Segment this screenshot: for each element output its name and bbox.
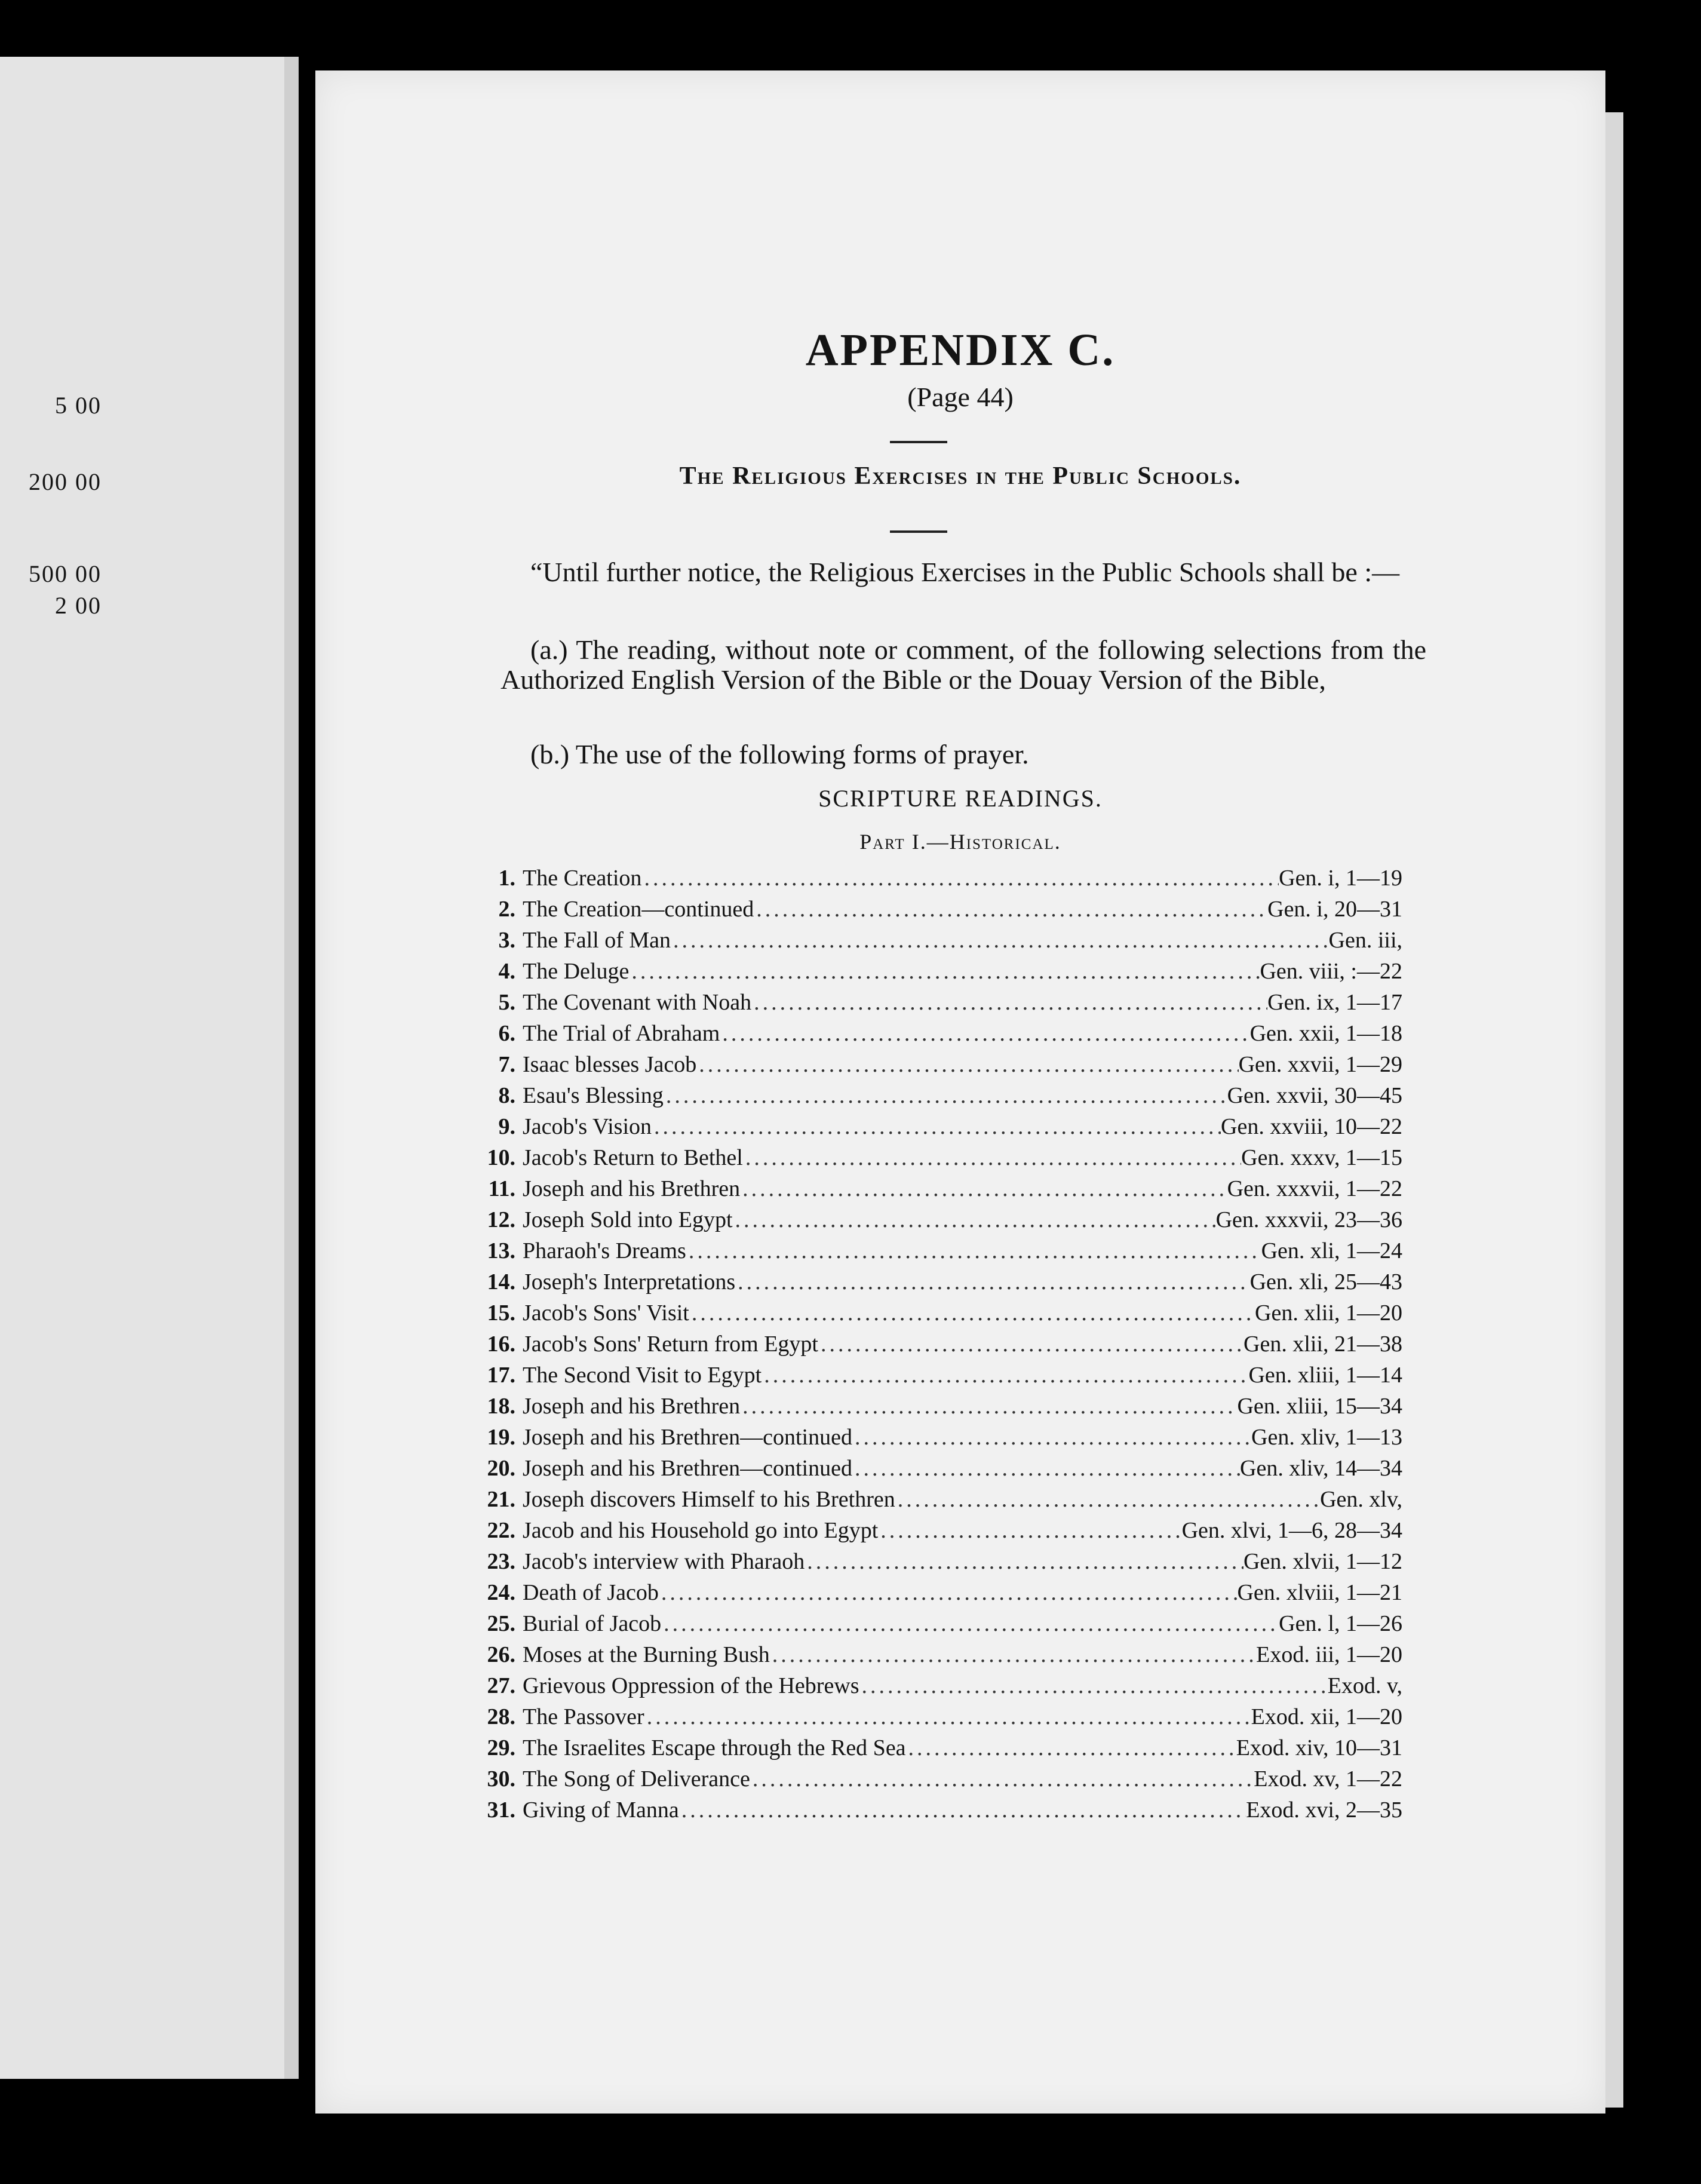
dot-leader	[754, 896, 1267, 922]
dot-leader	[770, 1642, 1256, 1668]
dot-leader	[679, 1797, 1246, 1823]
dot-leader	[751, 989, 1267, 1016]
reading-title: Jacob's Vision	[523, 1114, 652, 1139]
reading-title: The Covenant with Noah	[523, 990, 752, 1015]
reading-number: 28.	[487, 1704, 515, 1729]
reading-number: 6.	[498, 1021, 515, 1046]
reading-title: Moses at the Burning Bush	[523, 1642, 770, 1667]
reading-entry	[471, 1082, 1402, 1114]
reading-number: 26.	[487, 1642, 515, 1667]
reading-entry	[471, 1238, 1402, 1269]
dot-leader	[629, 958, 1260, 984]
reading-entry	[471, 958, 1402, 989]
reading-number: 24.	[487, 1580, 515, 1605]
reading-title: The Song of Deliverance	[523, 1766, 750, 1792]
dot-leader	[641, 865, 1279, 891]
reading-number: 14.	[487, 1269, 515, 1295]
reading-title: Pharaoh's Dreams	[523, 1238, 686, 1263]
intro-item-a: (a.) The reading, without note or comment, of the following selections from the Authorized English Version of the Bible or the Douay Version of the Bible,	[501, 634, 1426, 695]
reading-entry	[471, 1393, 1402, 1424]
dot-leader	[906, 1735, 1236, 1761]
reading-title: Esau's Blessing	[523, 1083, 664, 1108]
reading-number: 30.	[487, 1766, 515, 1792]
reading-title: Joseph and his Brethren	[523, 1176, 741, 1201]
left-page-edge	[284, 57, 299, 2079]
reading-title: Jacob's interview with Pharaoh	[523, 1549, 805, 1574]
dot-leader	[686, 1238, 1261, 1264]
reading-reference: Gen. ix, 1—17	[1267, 990, 1402, 1015]
dot-leader	[852, 1455, 1240, 1481]
reading-number: 19.	[487, 1425, 515, 1450]
dot-leader	[652, 1114, 1221, 1140]
reading-entry	[471, 1362, 1402, 1393]
reading-number: 4.	[498, 959, 515, 984]
reading-entry	[471, 1424, 1402, 1455]
dot-leader	[659, 1579, 1238, 1606]
reading-title: Grievous Oppression of the Hebrews	[523, 1673, 859, 1698]
reading-reference: Gen. xliv, 14—34	[1240, 1456, 1402, 1481]
reading-reference: Exod. iii, 1—20	[1256, 1642, 1402, 1667]
readings-list	[471, 865, 1402, 1828]
part-heading: Part I.—Historical.	[859, 830, 1061, 854]
scripture-heading: SCRIPTURE READINGS.	[818, 785, 1103, 812]
dot-leader	[852, 1424, 1251, 1450]
reading-entry	[471, 1051, 1402, 1082]
reading-number: 5.	[498, 990, 515, 1015]
reading-reference: Gen. xxvii, 30—45	[1227, 1083, 1402, 1108]
left-page	[0, 57, 299, 2079]
reading-reference: Gen. xlviii, 1—21	[1237, 1580, 1402, 1605]
reading-number: 2.	[498, 897, 515, 922]
dot-leader	[743, 1145, 1241, 1171]
reading-number: 16.	[487, 1332, 515, 1357]
reading-number: 31.	[487, 1797, 515, 1823]
left-figure-2: 200 00	[29, 468, 102, 495]
dot-leader	[671, 927, 1329, 953]
reading-entry	[471, 1455, 1402, 1486]
reading-reference: Gen. xliv, 1—13	[1251, 1425, 1402, 1450]
reading-entry	[471, 896, 1402, 927]
reading-reference: Gen. xxxvii, 1—22	[1227, 1176, 1402, 1201]
dot-leader	[733, 1207, 1216, 1233]
dot-leader	[664, 1082, 1227, 1109]
dot-leader	[859, 1673, 1328, 1699]
reading-reference: Gen. xxviii, 10—22	[1221, 1114, 1402, 1139]
reading-entry	[471, 1611, 1402, 1642]
reading-number: 13.	[487, 1238, 515, 1263]
reading-number: 1.	[498, 866, 515, 891]
reading-number: 9.	[498, 1114, 515, 1139]
reading-reference: Gen. xlv,	[1320, 1487, 1402, 1512]
dot-leader	[720, 1020, 1249, 1047]
reading-number: 11.	[488, 1176, 515, 1201]
reading-entry	[471, 1548, 1402, 1579]
reading-reference: Gen. iii,	[1328, 928, 1402, 953]
reading-reference: Gen. xxxvii, 23—36	[1215, 1207, 1402, 1232]
dot-leader	[762, 1362, 1248, 1388]
left-figure-1: 5 00	[55, 392, 102, 419]
reading-title: Jacob's Return to Bethel	[523, 1145, 743, 1170]
reading-reference: Exod. xv, 1—22	[1254, 1766, 1402, 1792]
reading-title: Joseph and his Brethren—continued	[523, 1425, 852, 1450]
page-reference: (Page 44)	[907, 382, 1014, 412]
reading-entry	[471, 1673, 1402, 1704]
reading-entry	[471, 1145, 1402, 1176]
appendix-title: APPENDIX C.	[805, 325, 1116, 375]
reading-number: 10.	[487, 1145, 515, 1170]
reading-number: 25.	[487, 1611, 515, 1636]
reading-title: The Second Visit to Egypt	[523, 1363, 762, 1388]
divider-bottom	[890, 530, 947, 533]
reading-number: 18.	[487, 1394, 515, 1419]
dot-leader	[895, 1486, 1320, 1513]
reading-entry	[471, 1704, 1402, 1735]
reading-entry	[471, 865, 1402, 896]
reading-title: The Trial of Abraham	[523, 1021, 720, 1046]
reading-title: The Fall of Man	[523, 928, 671, 953]
reading-entry	[471, 1642, 1402, 1673]
reading-reference: Gen. xlvii, 1—12	[1243, 1549, 1402, 1574]
right-page	[315, 70, 1605, 2114]
intro-paragraph: “Until further notice, the Religious Exercises in the Public Schools shall be :—	[530, 557, 1400, 587]
reading-reference: Gen. xxvii, 1—29	[1238, 1052, 1402, 1077]
dot-leader	[661, 1611, 1279, 1637]
right-page-border	[1605, 112, 1623, 2108]
dot-leader	[689, 1300, 1255, 1326]
reading-number: 22.	[487, 1518, 515, 1543]
left-figure-3: 500 00	[29, 560, 102, 587]
reading-number: 23.	[487, 1549, 515, 1574]
reading-number: 15.	[487, 1300, 515, 1326]
reading-entry	[471, 1797, 1402, 1828]
dot-leader	[740, 1176, 1227, 1202]
reading-number: 8.	[498, 1083, 515, 1108]
intro-item-b: (b.) The use of the following forms of prayer.	[530, 739, 1029, 769]
left-figure-4: 2 00	[55, 592, 102, 619]
dot-leader	[805, 1548, 1243, 1575]
dot-leader	[878, 1517, 1181, 1544]
reading-number: 12.	[487, 1207, 515, 1232]
reading-title: Jacob's Sons' Return from Egypt	[523, 1332, 818, 1357]
reading-number: 17.	[487, 1363, 515, 1388]
reading-entry	[471, 1331, 1402, 1362]
reading-entry	[471, 1020, 1402, 1051]
reading-reference: Gen. xli, 25—43	[1249, 1269, 1402, 1295]
section-heading: The Religious Exercises in the Public Schools.	[679, 462, 1242, 490]
reading-reference: Exod. xii, 1—20	[1251, 1704, 1402, 1729]
reading-title: Jacob's Sons' Visit	[523, 1300, 689, 1326]
reading-title: Joseph and his Brethren—continued	[523, 1456, 852, 1481]
reading-title: Joseph discovers Himself to his Brethren	[523, 1487, 895, 1512]
reading-reference: Gen. xxii, 1—18	[1249, 1021, 1402, 1046]
reading-reference: Gen. i, 20—31	[1267, 897, 1402, 922]
reading-reference: Gen. xxxv, 1—15	[1241, 1145, 1402, 1170]
reading-number: 7.	[498, 1052, 515, 1077]
reading-reference: Gen. l, 1—26	[1279, 1611, 1402, 1636]
reading-reference: Gen. xliii, 15—34	[1237, 1394, 1402, 1419]
reading-number: 29.	[487, 1735, 515, 1760]
reading-number: 27.	[487, 1673, 515, 1698]
reading-entry	[471, 1766, 1402, 1797]
reading-title: The Creation	[523, 866, 642, 891]
reading-entry	[471, 1579, 1402, 1611]
reading-title: Joseph and his Brethren	[523, 1394, 741, 1419]
reading-reference: Gen. viii, :—22	[1260, 959, 1402, 984]
reading-reference: Gen. xlii, 21—38	[1243, 1332, 1402, 1357]
reading-reference: Exod. v,	[1327, 1673, 1402, 1698]
divider-top	[890, 441, 947, 443]
reading-reference: Gen. i, 1—19	[1279, 866, 1402, 891]
reading-title: Death of Jacob	[523, 1580, 659, 1605]
reading-title: Joseph Sold into Egypt	[523, 1207, 733, 1232]
reading-entry	[471, 989, 1402, 1020]
reading-entry	[471, 1207, 1402, 1238]
reading-entry	[471, 1517, 1402, 1548]
reading-title: Burial of Jacob	[523, 1611, 662, 1636]
reading-number: 20.	[487, 1456, 515, 1481]
reading-reference: Gen. xli, 1—24	[1261, 1238, 1402, 1263]
reading-title: Joseph's Interpretations	[523, 1269, 736, 1295]
reading-entry	[471, 1114, 1402, 1145]
reading-reference: Exod. xiv, 10—31	[1236, 1735, 1402, 1760]
reading-reference: Gen. xliii, 1—14	[1248, 1363, 1402, 1388]
reading-entry	[471, 927, 1402, 958]
dot-leader	[740, 1393, 1237, 1419]
reading-reference: Gen. xlvi, 1—6, 28—34	[1181, 1518, 1402, 1543]
reading-title: The Israelites Escape through the Red Sea	[523, 1735, 906, 1760]
reading-title: Giving of Manna	[523, 1797, 679, 1823]
dot-leader	[818, 1331, 1243, 1357]
reading-entry	[471, 1735, 1402, 1766]
reading-reference: Exod. xvi, 2—35	[1246, 1797, 1402, 1823]
reading-entry	[471, 1486, 1402, 1517]
dot-leader	[696, 1051, 1238, 1078]
reading-number: 21.	[487, 1487, 515, 1512]
dot-leader	[735, 1269, 1249, 1295]
reading-title: The Creation—continued	[523, 897, 754, 922]
reading-entry	[471, 1300, 1402, 1331]
reading-number: 3.	[498, 928, 515, 953]
reading-title: Isaac blesses Jacob	[523, 1052, 697, 1077]
reading-title: The Deluge	[523, 959, 630, 984]
reading-entry	[471, 1176, 1402, 1207]
reading-reference: Gen. xlii, 1—20	[1255, 1300, 1402, 1326]
dot-leader	[750, 1766, 1254, 1792]
reading-title: The Passover	[523, 1704, 644, 1729]
reading-entry	[471, 1269, 1402, 1300]
reading-title: Jacob and his Household go into Egypt	[523, 1518, 879, 1543]
dot-leader	[644, 1704, 1251, 1730]
